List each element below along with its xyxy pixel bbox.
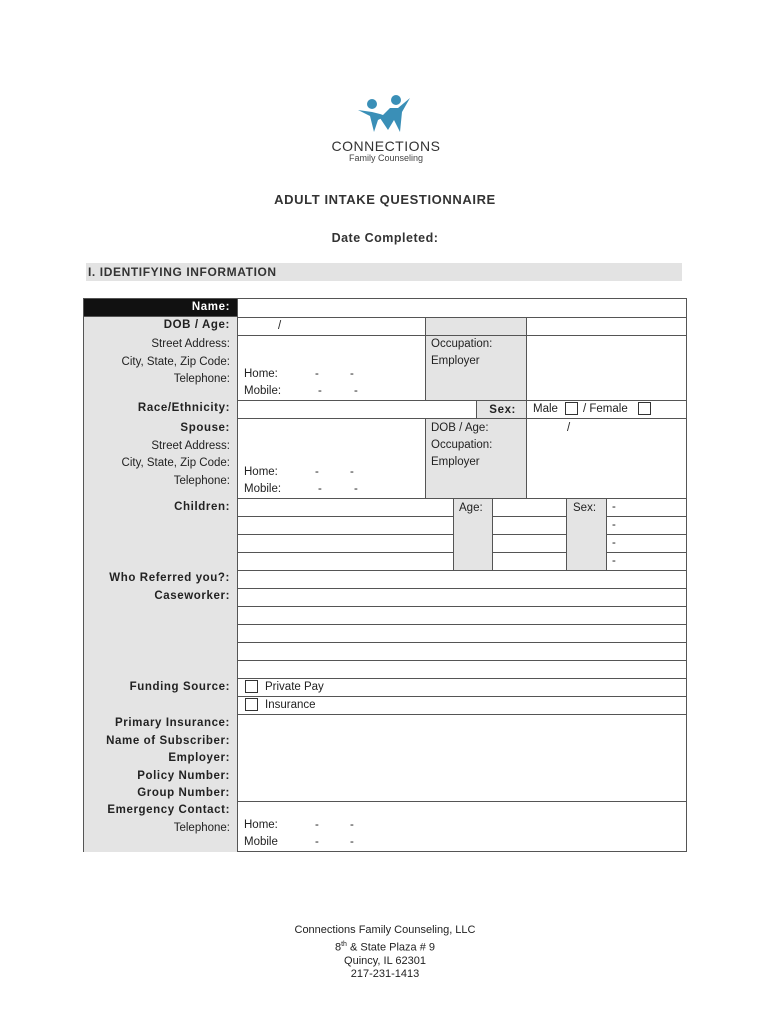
- street-label: Street Address:: [151, 338, 230, 350]
- funding-label-cell: [84, 678, 238, 715]
- group-number-label: Group Number:: [137, 787, 230, 799]
- footer-company: Connections Family Counseling, LLC: [294, 924, 476, 936]
- telephone-label: Telephone:: [173, 373, 230, 385]
- private-pay-checkbox[interactable]: [245, 680, 258, 693]
- insurance-details-input[interactable]: [237, 714, 687, 802]
- spouse-mobile-dash-2: -: [354, 483, 358, 495]
- caseworker-label-cell: [84, 588, 238, 607]
- home-label: Home:: [244, 368, 278, 380]
- name-input[interactable]: [237, 298, 687, 318]
- name-label: Name:: [191, 301, 230, 313]
- emergency-mobile-label: Mobile: [244, 836, 278, 848]
- race-label-cell: [84, 400, 238, 419]
- children-label-cell: [84, 498, 238, 571]
- child-name-input-4[interactable]: [237, 552, 454, 571]
- company-tagline: Family Counseling: [348, 153, 424, 163]
- footer-address-street: & State Plaza # 9: [346, 941, 436, 954]
- name-label-cell: [84, 299, 238, 317]
- company-name: CONNECTIONS: [331, 138, 441, 154]
- spouse-employer-label: Employer: [431, 456, 480, 468]
- referred-input[interactable]: [237, 570, 687, 589]
- employer-label: Employer: [431, 355, 480, 367]
- child-name-input-1[interactable]: [237, 498, 454, 517]
- home-dash-2: -: [350, 368, 354, 380]
- footer-address-number: 8: [334, 941, 342, 954]
- blank-label-cell-3: [84, 642, 238, 661]
- blank-input-1[interactable]: [237, 606, 687, 625]
- spouse-details-input[interactable]: [526, 418, 687, 499]
- footer-address: [0, 938, 770, 955]
- private-pay-label: Private Pay: [265, 681, 324, 693]
- emergency-mobile-dash-1: -: [315, 836, 319, 848]
- address-label-cell: [84, 335, 238, 401]
- emergency-mobile-dash-2: -: [350, 836, 354, 848]
- child-age-input-3[interactable]: [492, 534, 567, 553]
- employer-field-label: Employer:: [168, 752, 230, 764]
- blank-label-cell-2: [84, 624, 238, 643]
- child-age-input-1[interactable]: [492, 498, 567, 517]
- insurance-checkbox[interactable]: [245, 698, 258, 711]
- referred-label-cell: [84, 570, 238, 589]
- people-icon: [356, 94, 416, 136]
- emergency-input[interactable]: [237, 801, 687, 852]
- blank-label-cell-1: [84, 606, 238, 625]
- spouse-home-dash-1: -: [315, 466, 319, 478]
- female-checkbox[interactable]: [638, 402, 651, 415]
- mobile-dash-2: -: [354, 385, 358, 397]
- spouse-city-label: City, State, Zip Code:: [121, 457, 230, 469]
- spouse-label: Spouse:: [180, 422, 230, 434]
- caseworker-input[interactable]: [237, 588, 687, 607]
- child-sex-dash-4: -: [612, 555, 616, 567]
- sex-label-cell: [476, 400, 527, 419]
- spouse-home-label: Home:: [244, 466, 278, 478]
- occupation-label: Occupation:: [431, 338, 493, 350]
- emergency-contact-label: Emergency Contact:: [107, 804, 230, 816]
- emergency-home-dash-2: -: [350, 819, 354, 831]
- funding-label: Funding Source:: [129, 681, 230, 693]
- child-sex-input-2[interactable]: [606, 516, 687, 535]
- spouse-mobile-dash-1: -: [318, 483, 322, 495]
- referred-label: Who Referred you?:: [109, 572, 230, 584]
- caseworker-label: Caseworker:: [154, 590, 230, 602]
- date-completed-label: Date Completed:: [331, 231, 439, 245]
- spouse-telephone-label: Telephone:: [173, 474, 230, 487]
- insurance-label: Insurance: [265, 699, 316, 711]
- mobile-dash-1: -: [318, 385, 322, 397]
- male-checkbox[interactable]: [565, 402, 578, 415]
- child-age-input-4[interactable]: [492, 552, 567, 571]
- child-age-input-2[interactable]: [492, 516, 567, 535]
- child-sex-label-cell: [566, 498, 607, 571]
- dob-spacer: [425, 317, 527, 336]
- dob-input[interactable]: [237, 317, 426, 336]
- sex-label: Sex:: [489, 404, 516, 416]
- emergency-label-cell: [84, 801, 238, 852]
- dob-extra-input[interactable]: [526, 317, 687, 336]
- dob-label: DOB / Age:: [163, 319, 230, 331]
- child-sex-input-3[interactable]: [606, 534, 687, 553]
- children-label: Children:: [174, 501, 230, 513]
- dob-slash: /: [278, 320, 282, 332]
- emergency-home-dash-1: -: [315, 819, 319, 831]
- child-sex-dash-3: -: [612, 537, 616, 549]
- child-sex-input-4[interactable]: [606, 552, 687, 571]
- occupation-input[interactable]: [526, 335, 687, 401]
- footer-address-suffix: th: [341, 940, 347, 948]
- city-label: City, State, Zip Code:: [121, 355, 230, 368]
- footer: [0, 924, 770, 982]
- child-name-input-3[interactable]: [237, 534, 454, 553]
- child-sex-dash-1: -: [612, 501, 616, 513]
- spouse-home-dash-2: -: [350, 466, 354, 478]
- spouse-dob-slash: /: [567, 422, 571, 434]
- dob-label-cell: [84, 317, 238, 336]
- section-heading: I. IDENTIFYING INFORMATION: [86, 263, 682, 281]
- primary-insurance-label: Primary Insurance:: [115, 717, 230, 729]
- child-sex-label: Sex:: [573, 502, 597, 514]
- blank-input-3[interactable]: [237, 642, 687, 661]
- blank-label-cell-4: [84, 660, 238, 679]
- child-name-input-2[interactable]: [237, 516, 454, 535]
- spouse-occupation-label: Occupation:: [431, 439, 493, 451]
- footer-city: Quincy, IL 62301: [344, 954, 426, 967]
- spouse-mobile-label: Mobile:: [244, 483, 282, 495]
- emergency-telephone-label: Telephone:: [173, 821, 230, 834]
- male-label: Male: [533, 403, 558, 415]
- subscriber-label: Name of Subscriber:: [106, 734, 230, 747]
- child-age-label: Age:: [459, 502, 483, 514]
- blank-input-4[interactable]: [237, 660, 687, 679]
- policy-number-label: Policy Number:: [137, 769, 230, 782]
- insurance-label-cell: [84, 714, 238, 802]
- race-input[interactable]: [237, 400, 477, 419]
- home-dash-1: -: [315, 368, 319, 380]
- blank-input-2[interactable]: [237, 624, 687, 643]
- mobile-label: Mobile:: [244, 385, 282, 397]
- spouse-street-label: Street Address:: [151, 439, 230, 452]
- female-label: / Female: [583, 403, 628, 415]
- race-label: Race/Ethnicity:: [137, 402, 230, 414]
- page-title: ADULT INTAKE QUESTIONNAIRE: [274, 192, 496, 207]
- spouse-label-cell: [84, 418, 238, 499]
- child-sex-dash-2: -: [612, 519, 616, 531]
- spouse-dob-label: DOB / Age:: [431, 422, 489, 434]
- child-sex-input-1[interactable]: [606, 498, 687, 517]
- child-age-label-cell: [453, 498, 493, 571]
- emergency-home-label: Home:: [244, 819, 278, 831]
- company-logo: [330, 94, 442, 163]
- footer-phone: 217-231-1413: [350, 968, 420, 981]
